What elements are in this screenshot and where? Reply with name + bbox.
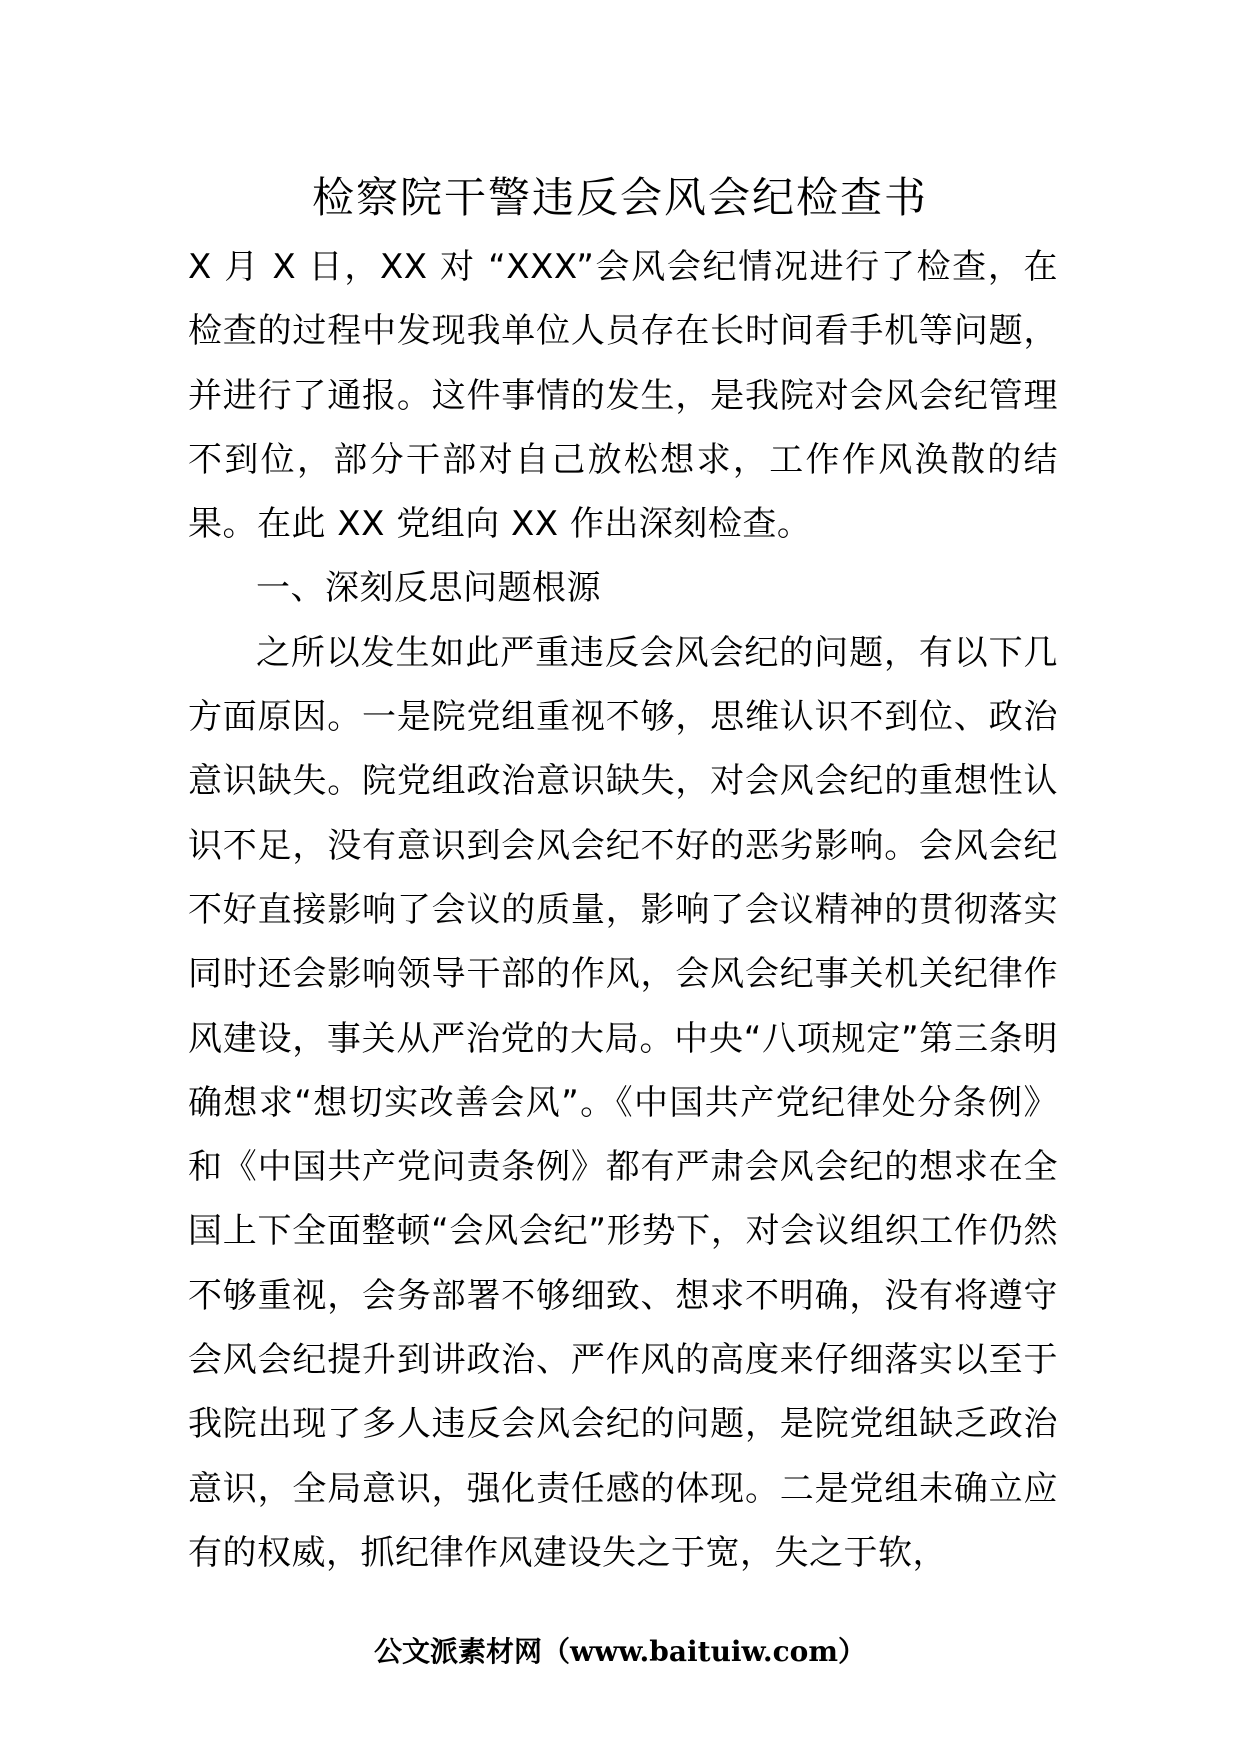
document-body: [188, 235, 1058, 1585]
source-footer: 公文派素材网（www.baituiw.com）: [374, 1635, 866, 1668]
document-title: 检察院干警违反会风会纪检查书: [311, 173, 928, 222]
paragraph-intro: X 月 X 日，XX 对 “XXX”会风会纪情况进行了检查，在检查的过程中发现我单位人员存在长时间看手机等问题，并进行了通报。这件事情的发生，是我院对会风会纪管理不到位，部分干部对自己放松想求，工作作风涣散的结果。在此 XX 党组向 XX 作出深刻检查。: [188, 247, 1058, 545]
section-heading-1: 一、深刻反思问题根源: [256, 568, 601, 609]
paragraph-root-causes: 之所以发生如此严重违反会风会纪的问题，有以下几方面原因。一是院党组重视不够，思维认识不到位、政治意识缺失。院党组政治意识缺失，对会风会纪的重想性认识不足，没有意识到会风会纪不好的恶劣影响。会风会纪不好直接影响了会议的质量，影响了会议精神的贯彻落实同时还会影响领导干部的作风，会风会纪事关机关纪律作风建设，事关从严治党的大局。中央“八项规定”第三条明确想求“想切实改善会风”。《中国共产党纪律处分条例》和《中国共产党问责条例》都有严肃会风会纪的想求在全国上下全面整顿“会风会纪”形势下，对会议组织工作仍然不够重视，会务部署不够细致、想求不明确，没有将遵守会风会纪提升到讲政治、严作风的高度来仔细落实以至于我院出现了多人违反会风会纪的问题，是院党组缺乏政治意识，全局意识，强化责任感的体现。二是党组未确立应有的权威，抓纪律作风建设失之于宽，失之于软，: [188, 632, 1058, 1573]
